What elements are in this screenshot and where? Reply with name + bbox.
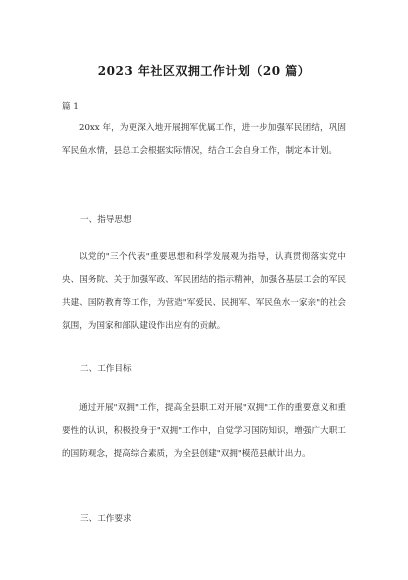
heading-work-requirements: 三、工作要求: [80, 514, 132, 524]
intro-paragraph: 20xx 年，为更深入地开展拥军优属工作，进一步加强军民团结，巩固军民鱼水情，县总工会根据实际情况，结合工会自身工作，制定本计划。: [62, 123, 346, 156]
heading-guiding-ideology: 一、指导思想: [80, 215, 132, 225]
paragraph-guiding-ideology: 以党的"三个代表"重要思想和科学发展观为指导，认真贯彻落实党中央、国务院、关于加强军政、军民团结的指示精神，加强各基层工会的军民共建、国防教育等工作，为营造"军爱民、民拥军、军民鱼水一家亲"的社会氛围，为国家和部队建设作出应有的贡献。: [62, 252, 346, 331]
heading-work-goals: 二、工作目标: [80, 364, 132, 374]
paragraph-work-goals: 通过开展"双拥"工作，提高全县职工对开展"双拥"工作的重要意义和重要性的认识，积极投身于"双拥"工作中，自觉学习国防知识，增强广大职工的国防观念，提高综合素质，为全县创建"双拥"模范县献计出力。: [62, 403, 346, 459]
document-title: 2023 年社区双拥工作计划（20 篇）: [97, 64, 311, 78]
section-label: 篇 1: [62, 102, 79, 112]
